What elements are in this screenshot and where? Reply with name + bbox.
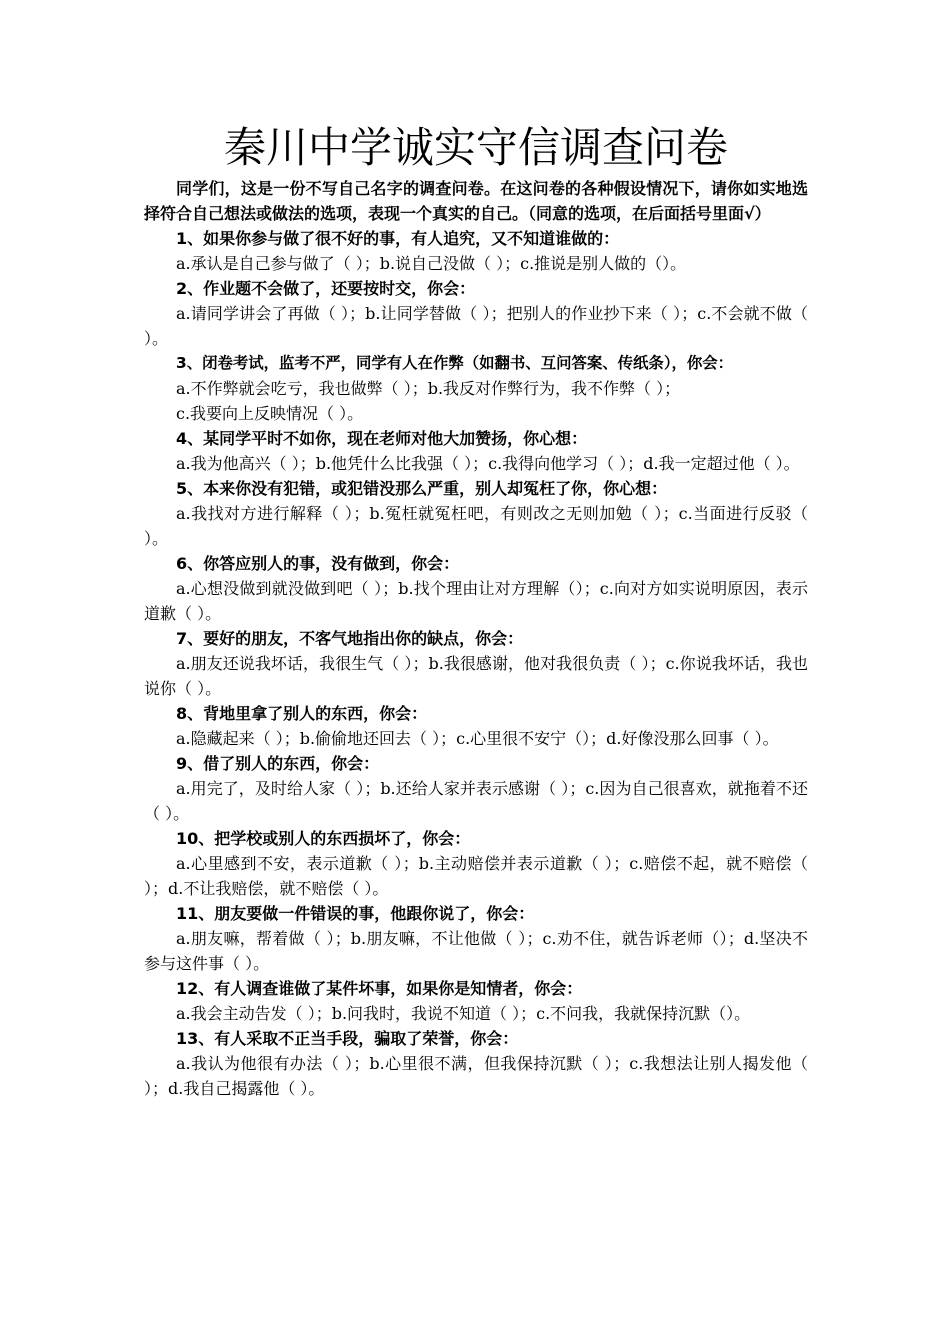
- question-text: 8、背地里拿了别人的东西，你会：: [176, 704, 428, 723]
- question-options-cont: c.我要向上反映情况（ ）。: [176, 404, 364, 423]
- question-3: [144, 351, 808, 426]
- question-5: [144, 476, 808, 551]
- question-text: 7、要好的朋友，不客气地指出你的缺点，你会：: [176, 629, 524, 648]
- question-options: a.承认是自己参与做了（ ）；b.说自己没做（ ）；c.推说是别人做的（）。: [176, 254, 687, 273]
- question-options: a.我认为他很有办法（ ）；b.心里很不满，但我保持沉默（ ）；c.我想法让别人揭发他（ ）；d.我自己揭露他（ ）。: [144, 1054, 808, 1098]
- question-7: [144, 626, 808, 701]
- question-12: [144, 976, 808, 1026]
- question-options: a.朋友还说我坏话，我很生气（ ）；b.我很感谢，他对我很负责（ ）；c.你说我坏话，我也说你（ ）。: [144, 654, 808, 698]
- question-text: 3、闭卷考试，监考不严，同学有人在作弊（如翻书、互问答案、传纸条），你会：: [176, 354, 734, 372]
- question-4: [144, 426, 808, 476]
- question-text: 5、本来你没有犯错，或犯错没那么严重，别人却冤枉了你，你心想：: [176, 479, 668, 498]
- question-text: 9、借了别人的东西，你会：: [176, 754, 380, 773]
- survey-title: 秦川中学诚实守信调查问卷: [223, 123, 728, 172]
- question-options: a.不作弊就会吃亏，我也做弊（ ）；b.我反对作弊行为，我不作弊（ ）；: [176, 379, 681, 398]
- question-11: [144, 901, 808, 976]
- question-8: [144, 701, 808, 751]
- survey-page: [144, 122, 808, 1101]
- question-options: a.心里感到不安，表示道歉（ ）；b.主动赔偿并表示道歉（ ）；c.赔偿不起，就不赔偿（ ）；d.不让我赔偿，就不赔偿（ ）。: [144, 854, 808, 898]
- question-options: a.用完了，及时给人家（ ）；b.还给人家并表示感谢（ ）；c.因为自己很喜欢，就拖着不还（ ）。: [144, 779, 808, 823]
- question-text: 6、你答应别人的事，没有做到，你会：: [176, 554, 460, 573]
- question-options: a.请同学讲会了再做（ ）；b.让同学替做（ ）；把别人的作业抄下来（ ）；c.不会就不做（ ）。: [144, 304, 808, 348]
- question-options: a.我为他高兴（ ）；b.他凭什么比我强（ ）；c.我得向他学习（ ）；d.我一定超过他（ ）。: [176, 454, 800, 473]
- question-text: 1、如果你参与做了很不好的事，有人追究，又不知道谁做的：: [176, 229, 620, 248]
- question-text: 10、把学校或别人的东西损坏了，你会：: [176, 829, 471, 848]
- question-options: a.我找对方进行解释（ ）；b.冤枉就冤枉吧，有则改之无则加勉（ ）；c.当面进行反驳（ ）。: [144, 504, 808, 548]
- question-options: a.我会主动告发（ ）；b.问我时，我说不知道（ ）；c.不问我，我就保持沉默（）。: [176, 1004, 751, 1023]
- question-options: a.心想没做到就没做到吧（ ）；b.找个理由让对方理解（）；c.向对方如实说明原因，表示道歉（ ）。: [144, 579, 808, 623]
- question-text: 13、有人采取不正当手段，骗取了荣誉，你会：: [176, 1029, 519, 1048]
- question-9: [144, 751, 808, 826]
- question-text: 11、朋友要做一件错误的事，他跟你说了，你会：: [176, 904, 535, 923]
- question-10: [144, 826, 808, 901]
- question-2: [144, 276, 808, 351]
- question-1: [144, 226, 808, 276]
- question-text: 12、有人调查谁做了某件坏事，如果你是知情者，你会：: [176, 979, 583, 998]
- question-options: a.朋友嘛，帮着做（ ）；b.朋友嘛，不让他做（ ）；c.劝不住，就告诉老师（）；d.坚决不参与这件事（ ）。: [144, 929, 808, 973]
- question-text: 4、某同学平时不如你，现在老师对他大加赞扬，你心想：: [176, 429, 588, 448]
- question-6: [144, 551, 808, 626]
- question-13: [144, 1026, 808, 1101]
- survey-intro: 同学们，这是一份不写自己名字的调查问卷。在这问卷的各种假设情况下，请你如实地选择符合自己想法或做法的选项，表现一个真实的自己。（同意的选项，在后面括号里面√）: [144, 179, 808, 223]
- question-text: 2、作业题不会做了，还要按时交，你会：: [176, 279, 476, 298]
- question-options: a.隐藏起来（ ）；b.偷偷地还回去（ ）；c.心里很不安宁（）；d.好像没那么回事（ ）。: [176, 729, 779, 748]
